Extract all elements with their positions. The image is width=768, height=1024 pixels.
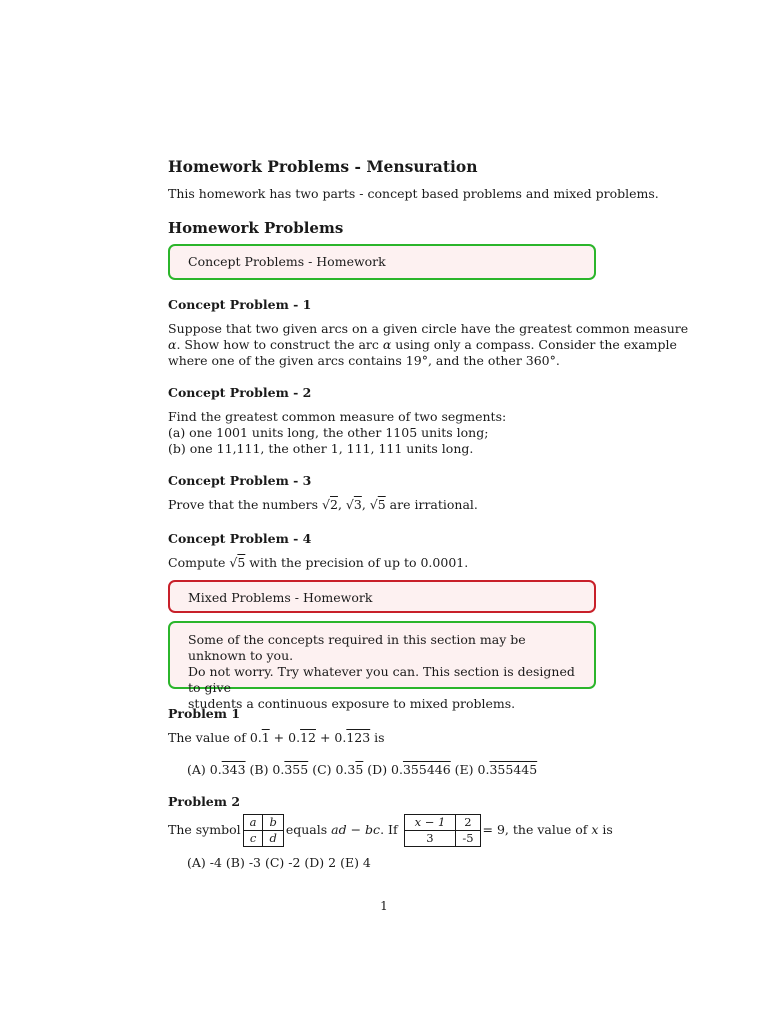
concept-problem-2-line-2: (a) one 1001 units long, the other 1105 units long; <box>168 425 489 440</box>
matrix-cell: 2 <box>456 815 480 831</box>
option-label: (D) 0. <box>363 762 403 777</box>
text-span: is <box>370 730 385 745</box>
mixed-box-label: Mixed Problems - Homework <box>188 590 373 605</box>
matrix-cell: d <box>263 831 283 847</box>
math-var-alpha: α <box>168 337 177 352</box>
option-value: 343 <box>221 762 246 777</box>
concept-problem-1-line-2 <box>168 337 677 353</box>
repeating-decimal: 12 <box>300 730 316 745</box>
sqrt-5: √5 <box>229 555 246 570</box>
problem-2-text <box>168 814 613 847</box>
problem-2-options: (A) -4 (B) -3 (C) -2 (D) 2 (E) 4 <box>187 855 371 870</box>
separator: , <box>337 497 346 512</box>
matrix-cell: x − 1 <box>404 815 456 831</box>
option-value: 5 <box>355 762 364 777</box>
option-value: 355446 <box>402 762 451 777</box>
matrix-cell: b <box>263 815 283 831</box>
concept-problems-box <box>168 244 596 280</box>
option-label: (E) 0. <box>450 762 490 777</box>
concept-problem-3-heading: Concept Problem - 3 <box>168 473 312 488</box>
text-span: The value of 0. <box>168 730 262 745</box>
text-span: The symbol <box>168 822 241 837</box>
problem-1-heading: Problem 1 <box>168 706 241 721</box>
page-number: 1 <box>380 899 388 913</box>
problem-1-options <box>187 762 619 778</box>
page-title: Homework Problems - Mensuration <box>168 157 478 176</box>
matrix-cell: c <box>243 831 263 847</box>
concept-problem-2-line-3: (b) one 11,111, the other 1, 111, 111 units long. <box>168 441 474 456</box>
text-span: − <box>346 822 366 837</box>
math-expr: bc <box>365 822 381 837</box>
matrix-cell: 3 <box>404 831 456 847</box>
option-value: 355445 <box>489 762 538 777</box>
text-span: + 0. <box>315 730 347 745</box>
text-span: equals <box>285 822 332 837</box>
section-title: Homework Problems <box>168 219 344 237</box>
math-expr: ad <box>331 822 347 837</box>
matrix-cell: -5 <box>456 831 480 847</box>
value-matrix <box>404 814 481 847</box>
symbol-matrix <box>243 814 284 847</box>
concept-problem-1-heading: Concept Problem - 1 <box>168 297 312 312</box>
concept-problem-4-text <box>168 555 600 571</box>
text-span: Compute <box>168 555 230 570</box>
problem-1-text <box>168 730 600 746</box>
repeating-decimal: 1 <box>261 730 270 745</box>
option-value: 355 <box>284 762 309 777</box>
text-span: = 9, the value of <box>482 822 592 837</box>
note-box <box>168 621 596 711</box>
matrix-cell: a <box>243 815 263 831</box>
text-span: + 0. <box>269 730 301 745</box>
sqrt-3: √3 <box>345 497 362 512</box>
concept-problem-2-line-1: Find the greatest common measure of two segments: <box>168 409 507 424</box>
option-label: (B) 0. <box>245 762 285 777</box>
option-label: (A) 0. <box>187 762 222 777</box>
sqrt-arg: 5 <box>237 555 246 570</box>
sqrt-arg: 5 <box>377 497 386 512</box>
text-span: . Show how to construct the arc <box>176 337 383 352</box>
concept-problem-3-text <box>168 497 600 513</box>
note-line-1: Some of the concepts required in this section may be unknown to you. <box>188 632 526 663</box>
repeating-decimal: 123 <box>346 730 371 745</box>
sqrt-5: √5 <box>369 497 386 512</box>
sqrt-2: √2 <box>322 497 338 512</box>
note-line-2: Do not worry. Try whatever you can. This section is designed to give <box>188 664 575 695</box>
sqrt-arg: 2 <box>330 497 338 512</box>
concept-problem-1-line-1: Suppose that two given arcs on a given circle have the greatest common measure <box>168 321 689 336</box>
note-line-3: students a continuous exposure to mixed problems. <box>188 696 516 711</box>
text-span: . If <box>380 822 398 837</box>
sqrt-arg: 3 <box>353 497 362 512</box>
math-var-alpha: α <box>382 337 392 352</box>
problem-2-heading: Problem 2 <box>168 794 241 809</box>
concept-problem-2-heading: Concept Problem - 2 <box>168 385 312 400</box>
separator: , <box>361 497 370 512</box>
text-span: are irrational. <box>385 497 478 512</box>
text-span: Prove that the numbers <box>168 497 323 512</box>
option-label: (C) 0.3 <box>308 762 356 777</box>
text-span: is <box>598 822 613 837</box>
concept-box-label: Concept Problems - Homework <box>188 254 386 269</box>
concept-problem-4-heading: Concept Problem - 4 <box>168 531 312 546</box>
math-var-x: x <box>591 822 599 837</box>
intro-text: This homework has two parts - concept based problems and mixed problems. <box>168 186 659 201</box>
text-span: using only a compass. Consider the example <box>391 337 677 352</box>
concept-problem-1-line-3: where one of the given arcs contains 19°, and the other 360°. <box>168 353 560 368</box>
mixed-problems-box <box>168 580 596 613</box>
text-span: with the precision of up to 0.0001. <box>245 555 469 570</box>
